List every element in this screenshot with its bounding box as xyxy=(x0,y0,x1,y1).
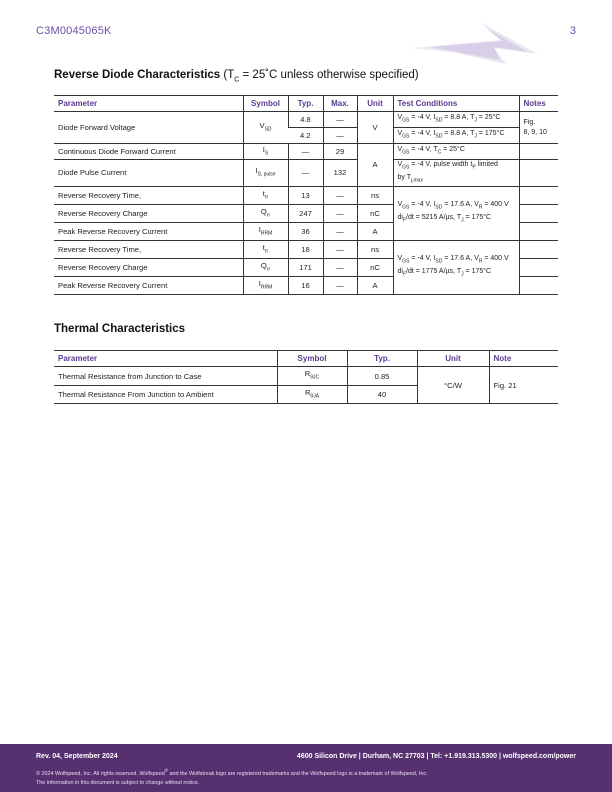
max-cell: — xyxy=(323,128,357,144)
diode-title-rest: ($T_C$ = 25˚C unless otherwise specified) xyxy=(220,69,419,84)
notes-cell xyxy=(519,222,558,240)
param-cell: Diode Forward Voltage xyxy=(54,112,243,144)
symbol-cell: $V_{SD}$ xyxy=(243,112,288,144)
max-cell: — xyxy=(323,276,357,294)
notes-cell xyxy=(519,258,558,276)
typ-cell: 36 xyxy=(288,222,323,240)
col-parameter: Parameter xyxy=(54,96,243,112)
header-part-number: C3M0045065K xyxy=(36,25,112,37)
param-cell: Thermal Resistance From Junction to Ambient xyxy=(54,386,277,404)
table-row xyxy=(54,144,558,160)
unit-cell: V xyxy=(357,112,393,144)
max-cell: 132 xyxy=(323,160,357,187)
col-notes: Notes xyxy=(519,96,558,112)
header-page-number: 3 xyxy=(569,25,576,37)
col-symbol: Symbol xyxy=(243,96,288,112)
param-cell: Reverse Recovery Time, xyxy=(54,186,243,204)
col-symbol: Symbol xyxy=(277,351,347,367)
unit-cell: A xyxy=(357,276,393,294)
unit-cell: °C/W xyxy=(417,367,489,404)
symbol-cell: $R_{\theta JC}$ xyxy=(277,367,347,386)
param-cell: Peak Reverse Recovery Current xyxy=(54,276,243,294)
symbol-cell: $I_S$ xyxy=(243,144,288,160)
typ-cell: 247 xyxy=(288,204,323,222)
typ-cell: 4.8 xyxy=(288,112,323,128)
typ-cell: — xyxy=(288,160,323,187)
typ-cell: 18 xyxy=(288,240,323,258)
condition-cell: $V_{GS} = -4$ V, $I_{SD} = 8.8$ A, $T_J = 25^\circ C$ xyxy=(393,112,519,128)
notes-cell xyxy=(519,160,558,187)
max-cell: 29 xyxy=(323,144,357,160)
condition-cell: $V_{GS} = -4$ V, pulse width $t_P$ limited by $T_{j,max}$ xyxy=(393,160,519,187)
max-cell: — xyxy=(323,204,357,222)
typ-cell: 0.85 xyxy=(347,367,417,386)
notes-cell xyxy=(519,204,558,222)
condition-cell: $V_{GS} = -4$ V, $I_{SD} = 17.6$ A, $V_R = 400$ V $di_F/dt = 5215$ A/µs, $T_J = 175^\circ C$ xyxy=(393,186,519,240)
diode-title-bold: Reverse Diode Characteristics xyxy=(54,69,221,81)
param-cell: Reverse Recovery Charge xyxy=(54,204,243,222)
param-cell: Reverse Recovery Time, xyxy=(54,240,243,258)
symbol-cell: $R_{\theta JA}$ xyxy=(277,386,347,404)
symbol-cell: $t_{rr}$ xyxy=(243,186,288,204)
param-cell: Diode Pulse Current xyxy=(54,160,243,187)
param-cell: Reverse Recovery Charge xyxy=(54,258,243,276)
param-cell: Thermal Resistance from Junction to Case xyxy=(54,367,277,386)
table-row xyxy=(54,112,558,128)
diode-table-header xyxy=(54,96,558,112)
unit-cell: ns xyxy=(357,186,393,204)
symbol-cell: $t_{rr}$ xyxy=(243,240,288,258)
condition-cell: $V_{GS} = -4$ V, $T_C = 25^\circ C$ xyxy=(393,144,519,160)
typ-cell: 171 xyxy=(288,258,323,276)
col-unit: Unit xyxy=(417,351,489,367)
max-cell: — xyxy=(323,222,357,240)
symbol-cell: $I_{RRM}$ xyxy=(243,276,288,294)
notes-cell xyxy=(519,186,558,204)
condition-cell: $V_{GS} = -4$ V, $I_{SD} = 8.8$ A, $T_J = 175^\circ C$ xyxy=(393,128,519,144)
col-note: Note xyxy=(489,351,558,367)
symbol-cell: $I_{S, pulse}$ xyxy=(243,160,288,187)
thermal-table xyxy=(54,350,558,404)
col-typ: Typ. xyxy=(288,96,323,112)
col-parameter: Parameter xyxy=(54,351,277,367)
unit-cell: nC xyxy=(357,258,393,276)
notes-cell xyxy=(519,240,558,258)
footer xyxy=(0,744,612,792)
wolfstreak-logo-icon xyxy=(410,14,540,66)
col-typ: Typ. xyxy=(347,351,417,367)
typ-cell: 16 xyxy=(288,276,323,294)
unit-cell: A xyxy=(357,144,393,187)
typ-cell: — xyxy=(288,144,323,160)
col-max: Max. xyxy=(323,96,357,112)
thermal-section-title: Thermal Characteristics xyxy=(54,323,186,335)
table-row xyxy=(54,160,558,187)
max-cell: — xyxy=(323,258,357,276)
max-cell: — xyxy=(323,240,357,258)
table-row xyxy=(54,367,558,386)
col-unit: Unit xyxy=(357,96,393,112)
table-row xyxy=(54,186,558,204)
col-test-conditions: Test Conditions xyxy=(393,96,519,112)
diode-section-title xyxy=(54,69,419,83)
unit-cell: A xyxy=(357,222,393,240)
max-cell: — xyxy=(323,186,357,204)
note-cell: Fig. 21 xyxy=(489,367,558,404)
notes-cell xyxy=(519,276,558,294)
thermal-table-header xyxy=(54,351,558,367)
unit-cell: ns xyxy=(357,240,393,258)
footer-revision: Rev. 04, September 2024 xyxy=(36,753,118,760)
typ-cell: 4.2 xyxy=(288,128,323,144)
max-cell: — xyxy=(323,112,357,128)
symbol-cell: $Q_{rr}$ xyxy=(243,258,288,276)
typ-cell: 13 xyxy=(288,186,323,204)
footer-copyright: © 2024 Wolfspeed, Inc. All rights reserved. Wolfspeed® and the Wolfstreak logo are registered trademarks and the Wolfspeed logo is a trademark of Wolfspeed, Inc. The information in this document is subject to change without notice. xyxy=(36,768,428,786)
notes-cell: Fig. 8, 9, 10 xyxy=(519,112,558,144)
unit-cell: nC xyxy=(357,204,393,222)
condition-cell: $V_{GS} = -4$ V, $I_{SD} = 17.6$ A, $V_R = 400$ V $di_F/dt = 1775$ A/µs, $T_J = 175^\circ C$ xyxy=(393,240,519,294)
param-cell: Peak Reverse Recovery Current xyxy=(54,222,243,240)
diode-table xyxy=(54,95,558,295)
table-row xyxy=(54,240,558,258)
notes-cell xyxy=(519,144,558,160)
typ-cell: 40 xyxy=(347,386,417,404)
param-cell: Continuous Diode Forward Current xyxy=(54,144,243,160)
symbol-cell: $I_{RRM}$ xyxy=(243,222,288,240)
footer-address: 4600 Silicon Drive | Durham, NC 27703 | Tel: +1.919.313.5300 | wolfspeed.com/power xyxy=(296,753,576,760)
symbol-cell: $Q_{rr}$ xyxy=(243,204,288,222)
